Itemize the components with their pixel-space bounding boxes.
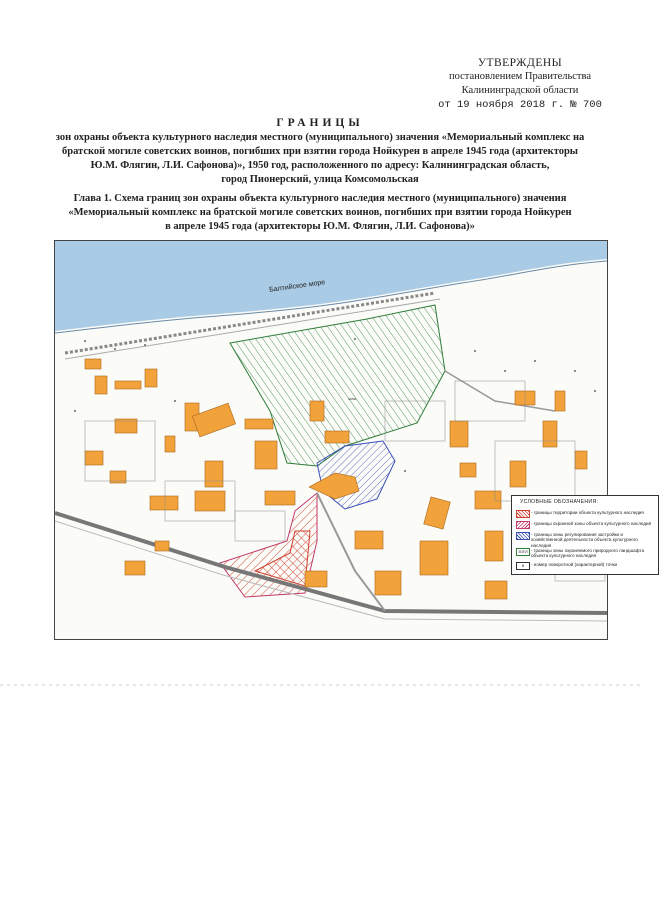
boundary-map[interactable] xyxy=(54,240,652,640)
page-divider xyxy=(0,680,640,690)
approval-line-1: постановлением Правительства xyxy=(448,71,591,82)
legend-title: УСЛОВНЫЕ ОБОЗНАЧЕНИЯ: xyxy=(520,499,599,505)
heading-line-2: братской могиле советских воинов, погибших при взятии города Нойкурен в апреле 1945 года (архитекторы xyxy=(61,146,579,157)
side-road-2 xyxy=(445,371,555,411)
legend-swatch-point: 8 xyxy=(516,562,530,570)
approval-date: от 19 ноября 2018 г. № 700 xyxy=(438,99,602,111)
legend-swatch-landscape: ЗОПЛ xyxy=(516,548,530,556)
document-heading xyxy=(40,116,600,187)
heading-line-1: зон охраны объекта культурного наследия местного (муниципального) значения «Мемориальный комплекс на xyxy=(55,132,585,143)
legend-text-regulation: - границы зоны регулирования застройки и хозяйственной деятельности объекта культурного наследия xyxy=(531,532,638,548)
legend-text-point: - номер поворотной (характерной) точки xyxy=(531,562,618,567)
approval-block xyxy=(420,56,620,112)
chapter-line-1: Глава 1. Схема границ зон охраны объекта культурного наследия местного (муниципального) значения xyxy=(73,193,567,204)
heading-title: ГРАНИЦЫ xyxy=(276,117,364,129)
chapter-line-3: в апреле 1945 года (архитекторы Ю.М. Флягин, Л.И. Сафонова)» xyxy=(165,221,475,232)
legend-swatch-territory xyxy=(516,510,530,518)
heading-line-3: Ю.М. Флягин, Л.И. Сафонова)», 1950 год, расположенного по адресу: Калининградская область, xyxy=(90,160,550,171)
chapter-line-2: «Мемориальный комплекс на братской могиле советских воинов, погибших при взятии города Нойкурен xyxy=(68,207,572,218)
approval-title: УТВЕРЖДЕНЫ xyxy=(477,57,563,69)
sea-area xyxy=(55,241,607,331)
legend-text-protection: - границы охранной зоны объекта культурного наследия xyxy=(531,521,652,526)
approval-line-2: Калининградской области xyxy=(461,85,579,96)
heading-line-4: город Пионерский, улица Комсомольская xyxy=(221,174,419,185)
legend-swatch-protection xyxy=(516,521,530,529)
chapter-heading xyxy=(40,192,600,234)
legend-swatch-regulation xyxy=(516,532,530,540)
sea-label: Балтийское море xyxy=(268,279,326,294)
legend-text-landscape: - границы зоны охраняемого природного ландшафта объекта культурного наследия xyxy=(531,548,645,559)
zone-number-label: зона xyxy=(348,397,357,401)
map-legend xyxy=(511,495,659,575)
map-canvas xyxy=(55,241,607,639)
legend-text-territory: - границы территории объекта культурного наследия xyxy=(531,510,644,515)
